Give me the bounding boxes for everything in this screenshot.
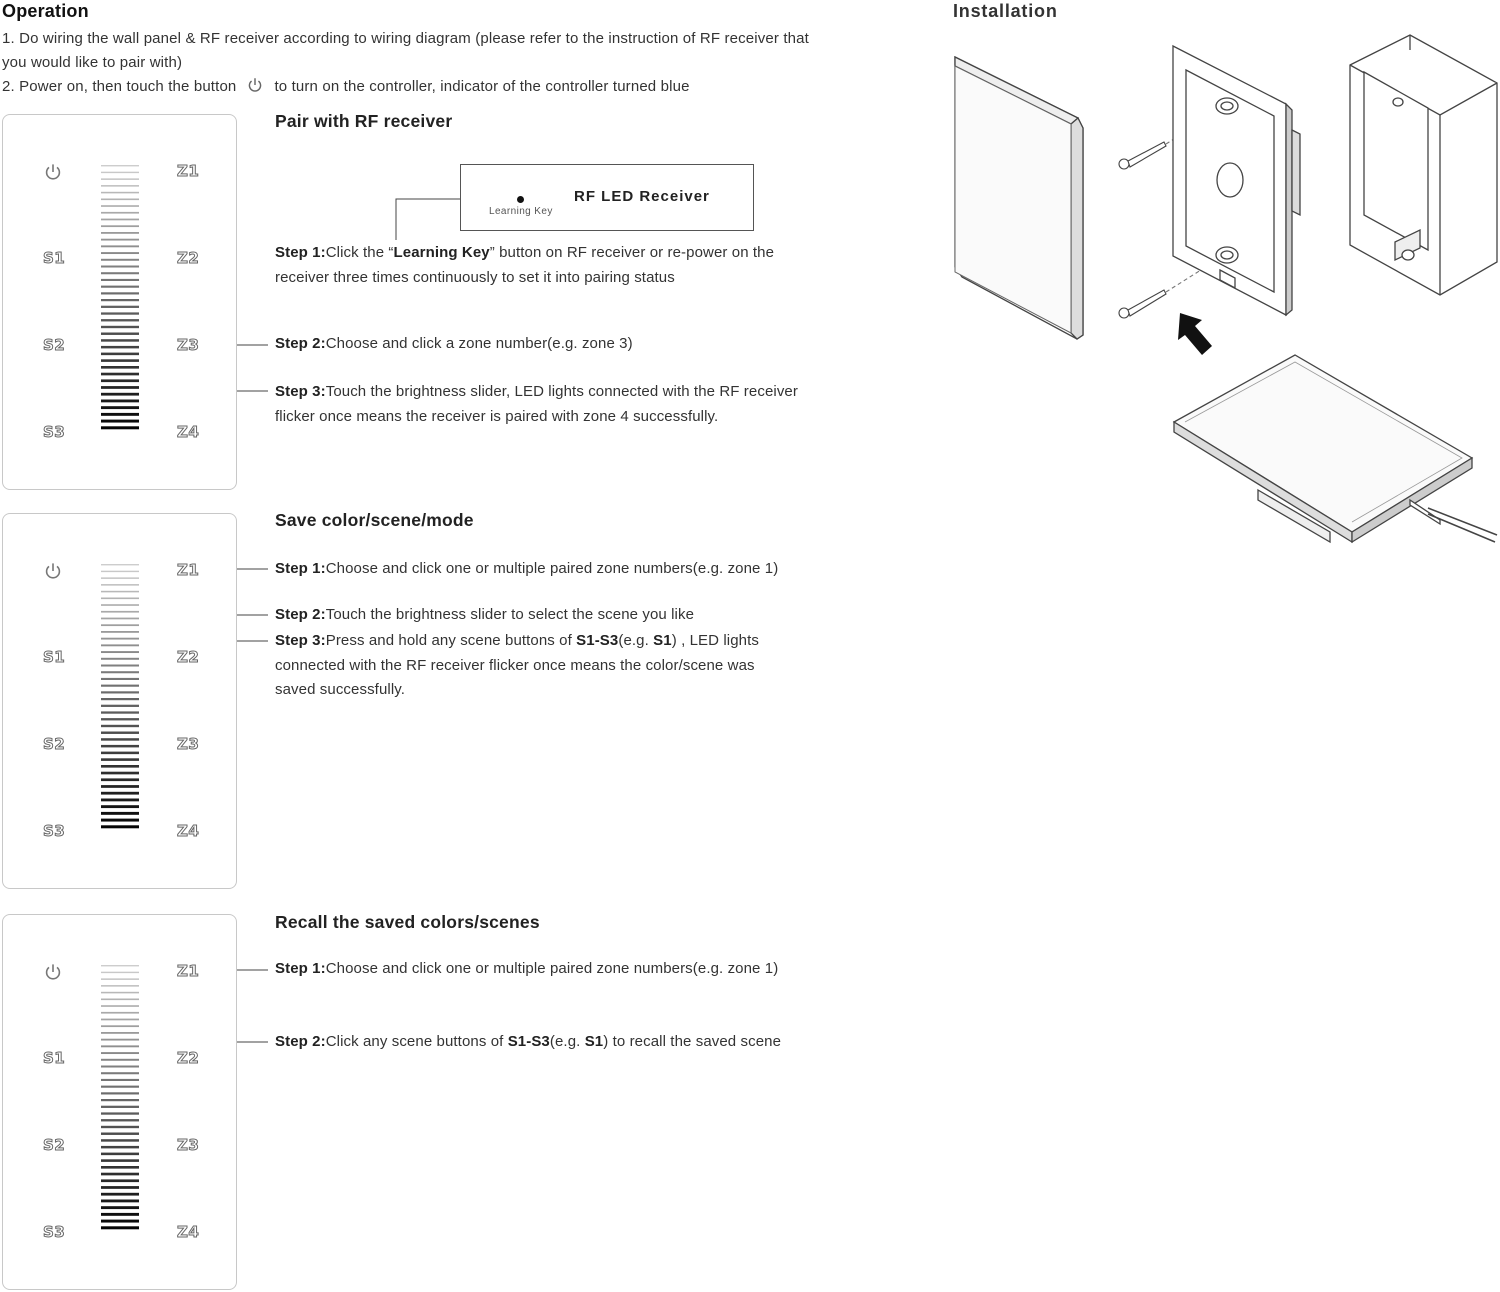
pair-step-2 <box>275 332 875 357</box>
step-text: Choose and click one or multiple paired zone numbers(e.g. zone 1) <box>325 560 779 577</box>
slider-bar <box>101 745 139 748</box>
slider-bar <box>101 232 139 234</box>
arrow-icon <box>1178 313 1212 355</box>
step-text: Press and hold any scene buttons of <box>325 632 577 649</box>
slider-bar <box>101 577 139 578</box>
intro-line-1a: 1. Do wiring the wall panel & RF receiver according to wiring diagram (please refer to the instruction of RF receiver that <box>2 30 809 47</box>
step-text: Touch the brightness slider to select the scene you like <box>325 606 695 623</box>
slider-bar <box>101 205 139 207</box>
intro-line-1b: you would like to pair with) <box>2 54 183 71</box>
slider-bar <box>101 1186 139 1189</box>
slider-bar <box>101 312 139 314</box>
slider-bar <box>101 1092 139 1094</box>
slider-bar <box>101 805 139 808</box>
brightness-slider[interactable] <box>101 562 139 840</box>
slider-bar <box>101 1220 139 1223</box>
slider-bar <box>101 413 139 416</box>
slider-bar <box>101 279 139 281</box>
slider-bar <box>101 1139 139 1141</box>
brightness-slider[interactable] <box>101 963 139 1241</box>
slider-bar <box>101 239 139 241</box>
slider-bar <box>101 199 139 201</box>
zone-button-z1[interactable]: Z1 <box>177 561 200 579</box>
slider-bar <box>101 1126 139 1128</box>
slider-bar <box>101 985 139 987</box>
power-button-icon[interactable] <box>43 962 63 982</box>
slider-bar <box>101 819 139 822</box>
slider-bar <box>101 765 139 768</box>
slider-bar <box>101 185 139 187</box>
slider-bar <box>101 591 139 593</box>
wall-panel-pair <box>2 114 237 490</box>
slider-bar <box>101 812 139 815</box>
slider-bar <box>101 178 139 179</box>
step-text-bold: S1-S3 <box>576 632 619 649</box>
step-text: Click the “ <box>325 244 394 261</box>
slider-bar <box>101 1059 139 1061</box>
slider-bar <box>101 732 139 734</box>
back-box <box>1350 35 1497 295</box>
scene-button-s1[interactable]: S1 <box>43 648 66 666</box>
slider-bar <box>101 651 139 653</box>
slider-bar <box>101 571 139 572</box>
zone-button-z4[interactable]: Z4 <box>177 822 200 840</box>
intro-line-2 <box>2 75 882 99</box>
slider-bar <box>101 266 139 268</box>
slider-bar <box>101 1179 139 1182</box>
slider-bar <box>101 406 139 409</box>
slider-bar <box>101 718 139 720</box>
slider-bar <box>101 212 139 214</box>
step-text-bold: S1-S3 <box>507 1033 550 1050</box>
step-text: (e.g. <box>549 1033 585 1050</box>
slider-bar <box>101 778 139 781</box>
step-label: Step 1: <box>275 244 326 261</box>
zone-button-z4[interactable]: Z4 <box>177 1223 200 1241</box>
slider-bar <box>101 1079 139 1081</box>
slider-bar <box>101 999 139 1001</box>
slider-bar <box>101 678 139 680</box>
slider-bar <box>101 1173 139 1176</box>
zone-button-z2[interactable]: Z2 <box>177 249 200 267</box>
slider-bar <box>101 319 139 321</box>
slider-bar <box>101 671 139 673</box>
scene-button-s1[interactable]: S1 <box>43 249 66 267</box>
slider-bar <box>101 373 139 376</box>
slider-bar <box>101 225 139 227</box>
slider-bar <box>101 825 139 828</box>
slider-bar <box>101 691 139 693</box>
slider-bar <box>101 420 139 423</box>
step-label: Step 3: <box>275 383 326 400</box>
slider-bar <box>101 1193 139 1196</box>
zone-button-z1[interactable]: Z1 <box>177 962 200 980</box>
slider-bar <box>101 1206 139 1209</box>
slider-bar <box>101 598 139 600</box>
step-text: Choose and click one or multiple paired zone numbers(e.g. zone 1) <box>325 960 779 977</box>
mounting-frame <box>1173 46 1300 315</box>
step-text: ) to recall the saved scene <box>603 1033 782 1050</box>
slider-bar <box>101 252 139 254</box>
slider-bar <box>101 1039 139 1041</box>
slider-bar <box>101 1153 139 1156</box>
slider-bar <box>101 292 139 294</box>
step-text-bold: S1 <box>584 1033 604 1050</box>
slider-bar <box>101 1226 139 1229</box>
scene-button-s2[interactable]: S2 <box>43 336 66 354</box>
slider-bar <box>101 1052 139 1054</box>
intro-line-2a: 2. Power on, then touch the button <box>2 78 237 95</box>
slider-bar <box>101 1106 139 1108</box>
operation-intro <box>2 27 882 99</box>
slider-bar <box>101 1005 139 1007</box>
power-icon <box>246 76 264 94</box>
slider-bar <box>101 426 139 429</box>
slider-bar <box>101 400 139 403</box>
slider-bar <box>101 1025 139 1027</box>
scene-button-s2[interactable]: S2 <box>43 1136 66 1154</box>
step-text: receiver three times continuously to set it into pairing status <box>275 268 675 286</box>
slider-bar <box>101 752 139 755</box>
slider-bar <box>101 379 139 382</box>
slider-bar <box>101 705 139 707</box>
recall-section-title: Recall the saved colors/scenes <box>275 912 540 932</box>
slider-bar <box>101 1019 139 1021</box>
step-text: ) , LED lights <box>671 632 759 649</box>
installation-diagram <box>940 30 1500 550</box>
slider-bar <box>101 1119 139 1121</box>
scene-button-s3[interactable]: S3 <box>43 423 66 441</box>
pair-step-3 <box>275 380 875 429</box>
step-text: (e.g. <box>618 632 654 649</box>
learning-key-label: Learning Key <box>489 206 553 217</box>
step-text: connected with the RF receiver flicker once means the color/scene was <box>275 656 755 674</box>
slider-bar <box>101 353 139 356</box>
slider-bar <box>101 1032 139 1034</box>
slider-bar <box>101 638 139 640</box>
slider-bar <box>101 758 139 761</box>
slider-bar <box>101 711 139 713</box>
slider-bar <box>101 306 139 308</box>
step-label: Step 3: <box>275 632 326 649</box>
step-text-bold: S1 <box>653 632 672 649</box>
slider-bar <box>101 604 139 606</box>
zone-button-z4[interactable]: Z4 <box>177 423 200 441</box>
wall-panel-save <box>2 513 237 889</box>
slider-bar <box>101 785 139 788</box>
zone-button-z3[interactable]: Z3 <box>177 336 200 354</box>
slider-bar <box>101 738 139 740</box>
slider-bar <box>101 978 139 979</box>
slider-bar <box>101 346 139 349</box>
step-text: ” button on RF receiver or re-power on the <box>489 244 775 261</box>
cover-plate <box>955 57 1083 339</box>
slider-bar <box>101 725 139 727</box>
scene-button-s1[interactable]: S1 <box>43 1049 66 1067</box>
zone-button-z1[interactable]: Z1 <box>177 162 200 180</box>
scene-button-s3[interactable]: S3 <box>43 1223 66 1241</box>
step-text: saved successfully. <box>275 681 406 698</box>
slider-bar <box>101 644 139 646</box>
pair-section-title: Pair with RF receiver <box>275 111 453 131</box>
learning-key-button[interactable] <box>517 196 524 203</box>
slider-bar <box>101 1200 139 1203</box>
rf-receiver-box <box>460 164 754 231</box>
operation-title: Operation <box>2 1 89 21</box>
step-text: Click any scene buttons of <box>325 1033 508 1050</box>
step-label: Step 2: <box>275 335 326 352</box>
slider-bar <box>101 1133 139 1135</box>
power-button-icon[interactable] <box>43 561 63 581</box>
slider-bar <box>101 359 139 362</box>
slider-bar <box>101 1066 139 1068</box>
slider-bar <box>101 631 139 633</box>
slider-bar <box>101 799 139 802</box>
slider-bar <box>101 564 139 565</box>
slider-bar <box>101 772 139 775</box>
step-label: Step 2: <box>275 606 326 623</box>
panel-flat <box>1174 355 1497 542</box>
recall-step-2 <box>275 1030 875 1055</box>
slider-bar <box>101 611 139 613</box>
slider-bar <box>101 1086 139 1088</box>
slider-bar <box>101 272 139 274</box>
step-text: flicker once means the receiver is paired with zone 4 successfully. <box>275 407 719 425</box>
pair-step-1 <box>275 241 875 290</box>
slider-bar <box>101 259 139 261</box>
scene-button-s2[interactable]: S2 <box>43 735 66 753</box>
wall-panel-recall <box>2 914 237 1290</box>
slider-bar <box>101 1213 139 1216</box>
slider-bar <box>101 685 139 687</box>
slider-bar <box>101 286 139 288</box>
brightness-slider[interactable] <box>101 163 139 441</box>
step-label: Step 1: <box>275 560 326 577</box>
slider-bar <box>101 386 139 389</box>
installation-title: Installation <box>953 1 1058 21</box>
slider-bar <box>101 245 139 247</box>
slider-bar <box>101 624 139 626</box>
step-text: Touch the brightness slider, LED lights connected with the RF receiver <box>325 383 798 400</box>
slider-bar <box>101 792 139 795</box>
save-section-title: Save color/scene/mode <box>275 510 474 530</box>
intro-line-2b: to turn on the controller, indicator of the controller turned blue <box>274 78 690 95</box>
slider-bar <box>101 299 139 301</box>
step-text-bold: Learning Key <box>393 244 490 261</box>
save-step-3 <box>275 629 875 703</box>
slider-bar <box>101 393 139 396</box>
slider-bar <box>101 366 139 369</box>
slider-bar <box>101 698 139 700</box>
slider-bar <box>101 1112 139 1114</box>
step-label: Step 1: <box>275 960 326 977</box>
slider-bar <box>101 1099 139 1101</box>
scene-button-s3[interactable]: S3 <box>43 822 66 840</box>
slider-bar <box>101 584 139 586</box>
slider-bar <box>101 333 139 335</box>
slider-bar <box>101 618 139 620</box>
slider-bar <box>101 1045 139 1047</box>
slider-bar <box>101 165 139 166</box>
slider-bar <box>101 1166 139 1169</box>
slider-bar <box>101 965 139 966</box>
slider-bar <box>101 172 139 173</box>
zone-button-z2[interactable]: Z2 <box>177 648 200 666</box>
step-label: Step 2: <box>275 1033 326 1050</box>
save-step-2 <box>275 603 875 628</box>
slider-bar <box>101 192 139 194</box>
save-step-1 <box>275 557 875 582</box>
recall-step-1 <box>275 957 875 982</box>
slider-bar <box>101 1159 139 1162</box>
slider-bar <box>101 1012 139 1014</box>
slider-bar <box>101 665 139 667</box>
zone-button-z3[interactable]: Z3 <box>177 735 200 753</box>
zone-button-z3[interactable]: Z3 <box>177 1136 200 1154</box>
rf-receiver-title: RF LED Receiver <box>574 188 710 205</box>
slider-bar <box>101 1072 139 1074</box>
power-button-icon[interactable] <box>43 162 63 182</box>
slider-bar <box>101 219 139 221</box>
slider-bar <box>101 992 139 994</box>
slider-bar <box>101 1146 139 1149</box>
slider-bar <box>101 658 139 660</box>
slider-bar <box>101 972 139 973</box>
slider-bar <box>101 339 139 341</box>
step-text: Choose and click a zone number(e.g. zone 3) <box>325 335 633 352</box>
slider-bar <box>101 326 139 328</box>
zone-button-z2[interactable]: Z2 <box>177 1049 200 1067</box>
